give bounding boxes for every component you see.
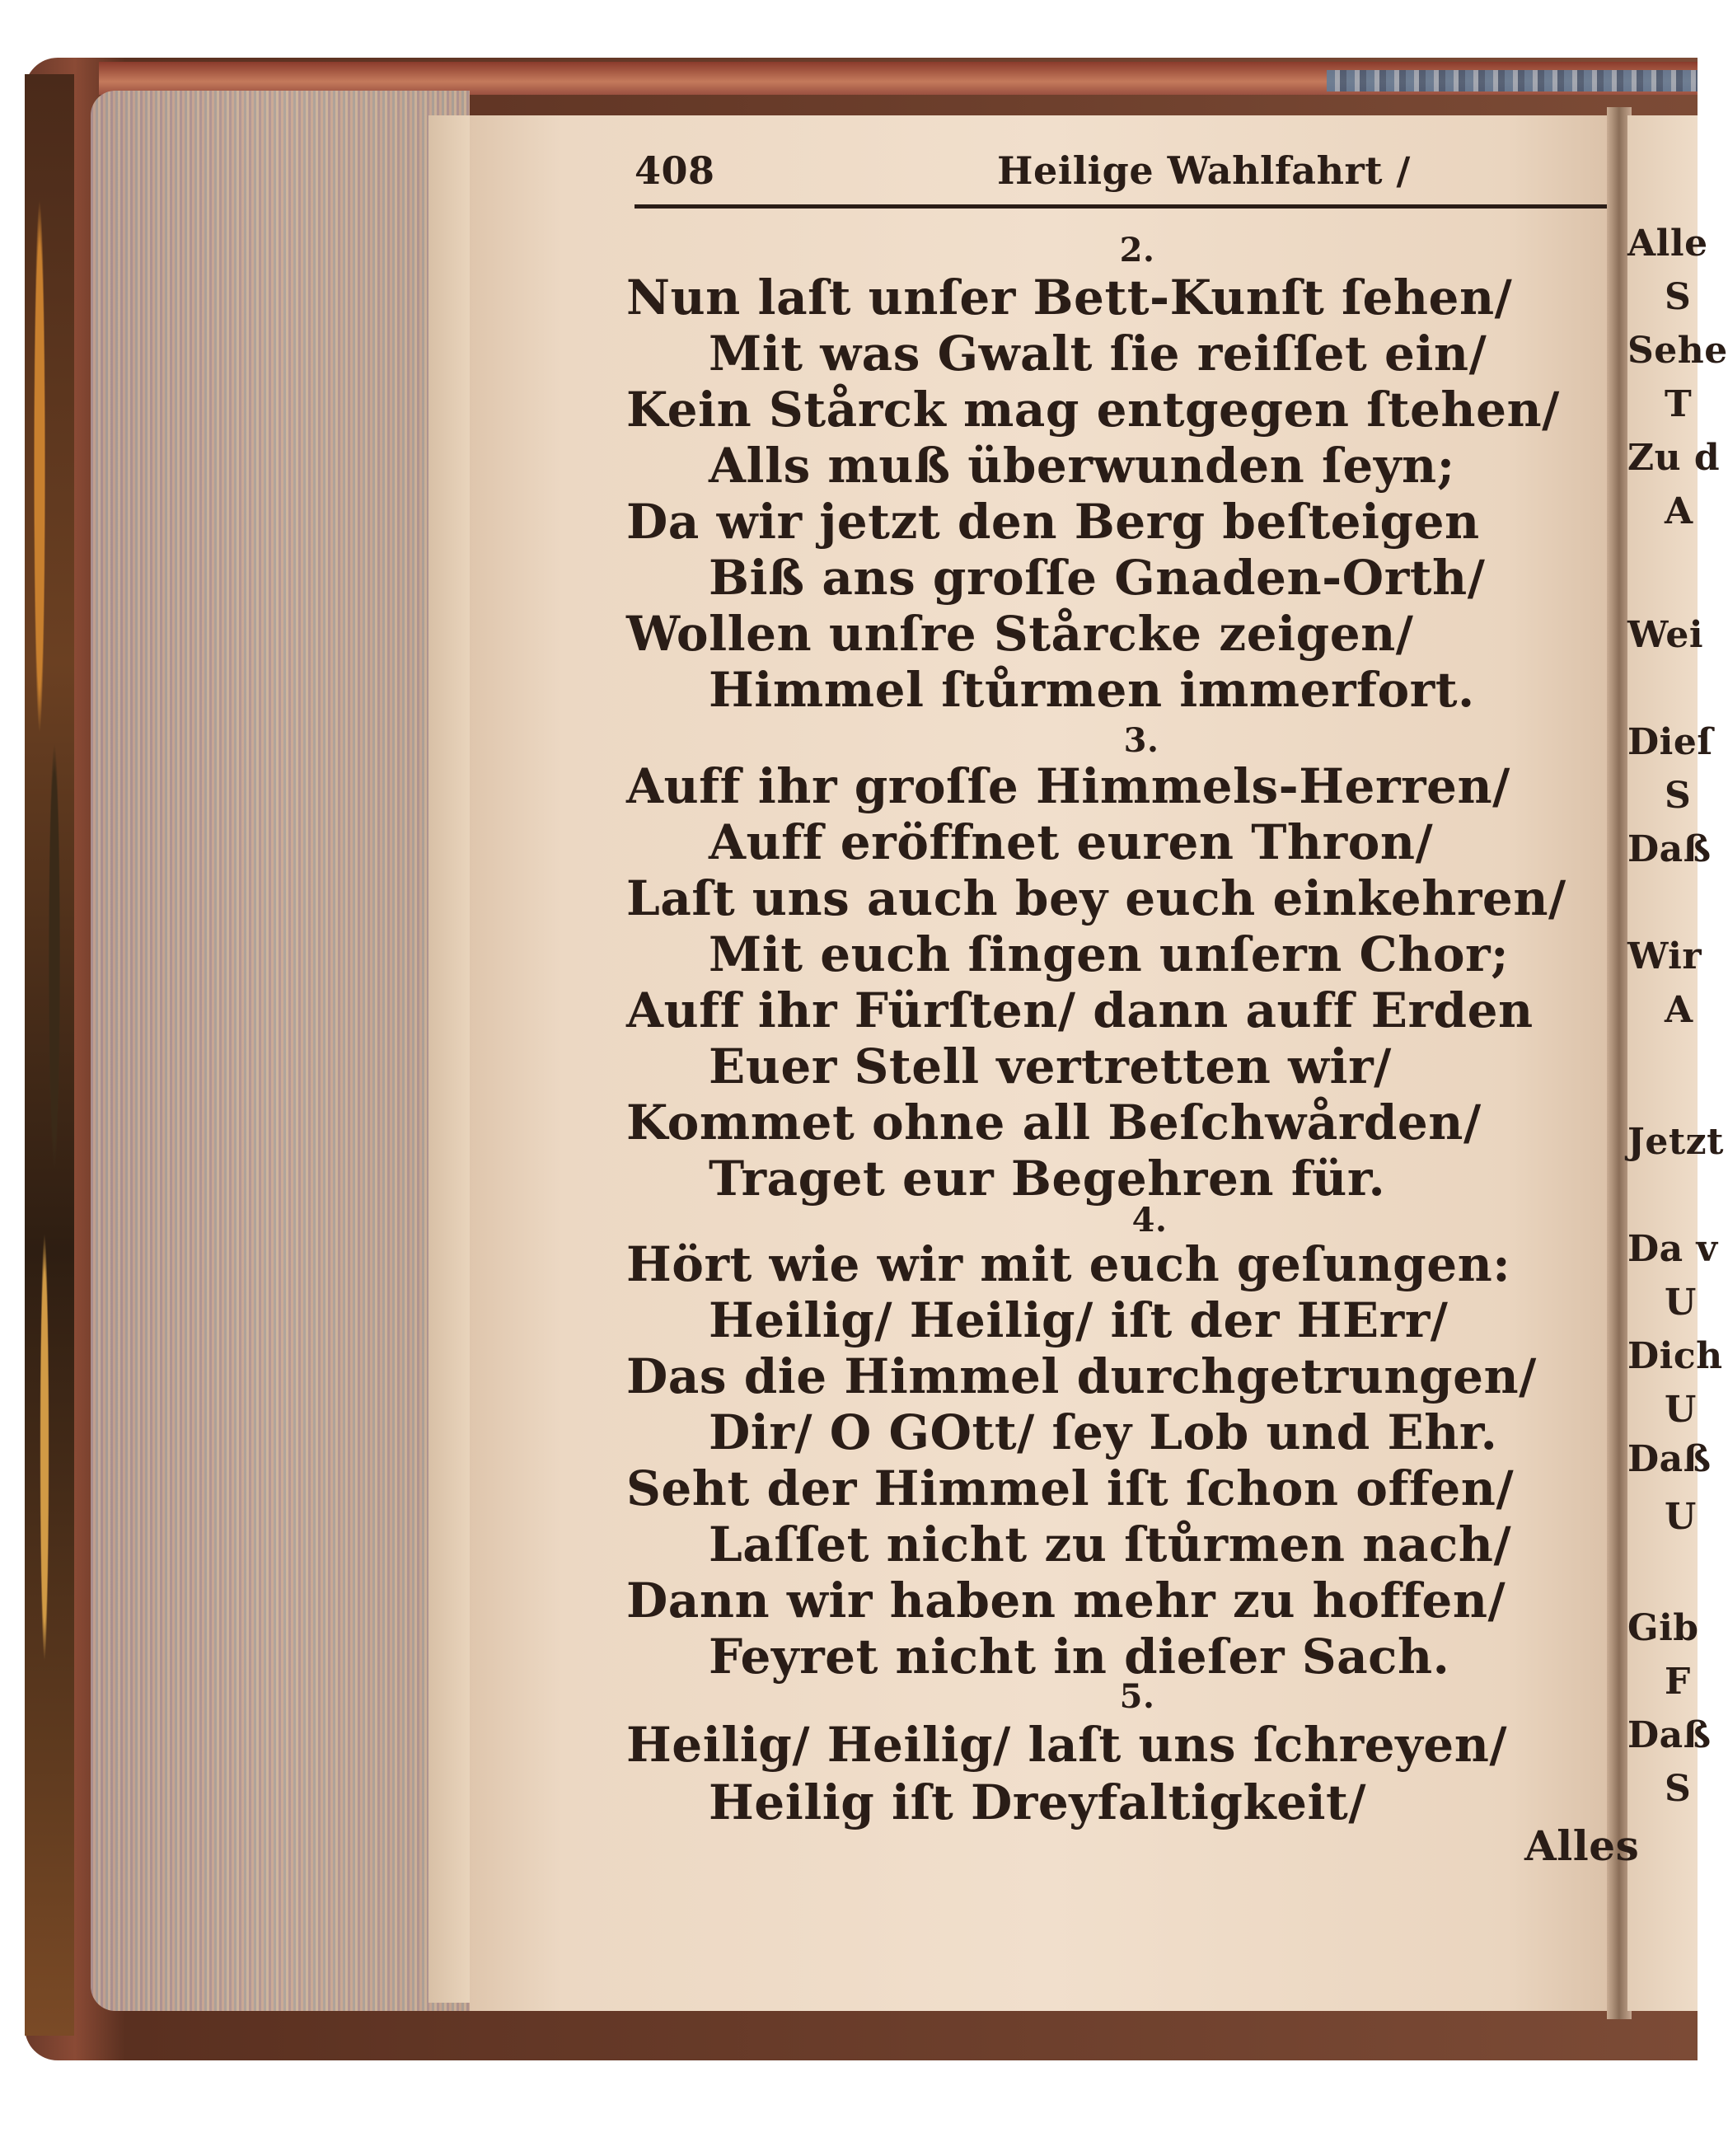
verse-line: Seht der Himmel iſt ſchon offen/ xyxy=(626,1460,1515,1516)
verse-line: Auff eröffnet euren Thron/ xyxy=(709,814,1434,870)
stanza-number: 5. xyxy=(1119,1677,1155,1716)
verse-line: Biß ans groſſe Gnaden-Orth/ xyxy=(709,550,1486,606)
facing-page-fragment: Wei xyxy=(1627,614,1704,656)
verse-line: Wollen unſre Stårcke zeigen/ xyxy=(626,606,1414,662)
verse-line: Heilig/ Heilig/ laſt uns ſchreyen/ xyxy=(626,1717,1508,1773)
facing-page-fragment: Daß xyxy=(1627,1438,1712,1480)
facing-page-fragment: Dieſ xyxy=(1627,721,1713,763)
verse-line: Mit was Gwalt ſie reiſſet ein/ xyxy=(709,326,1487,382)
facing-page-fragment: Wir xyxy=(1627,935,1702,977)
verse-line: Hört wie wir mit euch geſungen: xyxy=(626,1236,1511,1292)
header-rule xyxy=(635,204,1607,209)
facing-page-fragment: Jetzt xyxy=(1627,1121,1724,1163)
running-title: Heilige Wahlfahrt / xyxy=(997,148,1411,193)
facing-page-fragment: S xyxy=(1665,775,1692,817)
headband-stitching xyxy=(1327,70,1698,91)
facing-page-fragment: Alle xyxy=(1627,223,1708,265)
marbled-page-edges xyxy=(91,91,470,2011)
facing-page-fragment: T xyxy=(1665,383,1693,425)
facing-page-fragment: A xyxy=(1665,490,1693,532)
facing-page-fragment: Sehe xyxy=(1627,330,1728,372)
verse-line: Laſt uns auch bey euch einkehren/ xyxy=(626,870,1566,926)
facing-page-fragment: U xyxy=(1665,1389,1697,1431)
facing-page-fragment: Daß xyxy=(1627,828,1712,870)
verse-line: Heilig/ Heilig/ iſt der HErr/ xyxy=(709,1292,1449,1348)
verse-line: Alls muß überwunden ſeyn; xyxy=(709,438,1455,494)
verse-line: Dann wir haben mehr zu hoffen/ xyxy=(626,1572,1506,1629)
verse-line: Nun laſt unſer Bett-Kunſt ſehen/ xyxy=(626,270,1513,326)
marbled-cover-edge xyxy=(25,74,74,2036)
verse-line: Laſſet nicht zu ſtůrmen nach/ xyxy=(709,1516,1512,1572)
stanza-number: 3. xyxy=(1123,721,1159,760)
facing-page-fragment: U xyxy=(1665,1496,1697,1538)
verse-line: Dir/ O GOtt/ ſey Lob und Ehr. xyxy=(709,1404,1498,1460)
verse-line: Mit euch ſingen unſern Chor; xyxy=(709,926,1510,982)
facing-page-fragment: Zu d xyxy=(1627,437,1721,479)
verse-line: Auff ihr groſſe Himmels-Herren/ xyxy=(626,758,1510,814)
facing-page-fragment: Dich xyxy=(1627,1335,1723,1377)
catchword: Alles xyxy=(1524,1821,1640,1870)
verse-line: Traget eur Begehren für. xyxy=(709,1151,1386,1207)
facing-page-fragment: Da v xyxy=(1627,1228,1718,1270)
facing-page-fragment: F xyxy=(1665,1661,1691,1703)
page-block-edge xyxy=(428,115,470,2003)
verse-line: Kommet ohne all Beſchwården/ xyxy=(626,1094,1482,1151)
verse-line: Da wir jetzt den Berg beſteigen xyxy=(626,494,1480,550)
verse-line: Himmel ſtůrmen immerfort. xyxy=(709,662,1475,718)
verse-line: Feyret nicht in dieſer Sach. xyxy=(709,1629,1450,1685)
facing-page-fragment: A xyxy=(1665,989,1693,1031)
page-number: 408 xyxy=(635,148,715,193)
verse-line: Euer Stell vertretten wir/ xyxy=(709,1038,1392,1094)
facing-page-fragment: S xyxy=(1665,276,1692,318)
page-header xyxy=(635,148,1607,206)
facing-page-fragment: U xyxy=(1665,1282,1697,1324)
facing-page-fragment: Gib xyxy=(1627,1607,1699,1649)
verse-line: Heilig iſt Dreyfaltigkeit/ xyxy=(709,1774,1367,1830)
stanza-number: 2. xyxy=(1119,231,1155,270)
verse-line: Kein Stårck mag entgegen ſtehen/ xyxy=(626,382,1560,438)
stanza-number: 4. xyxy=(1131,1201,1168,1240)
facing-page-fragment: S xyxy=(1665,1768,1692,1810)
facing-page-fragment: Daß xyxy=(1627,1714,1712,1756)
verse-line: Auff ihr Fürſten/ dann auff Erden xyxy=(626,982,1534,1038)
verse-line: Das die Himmel durchgetrungen/ xyxy=(626,1348,1537,1404)
